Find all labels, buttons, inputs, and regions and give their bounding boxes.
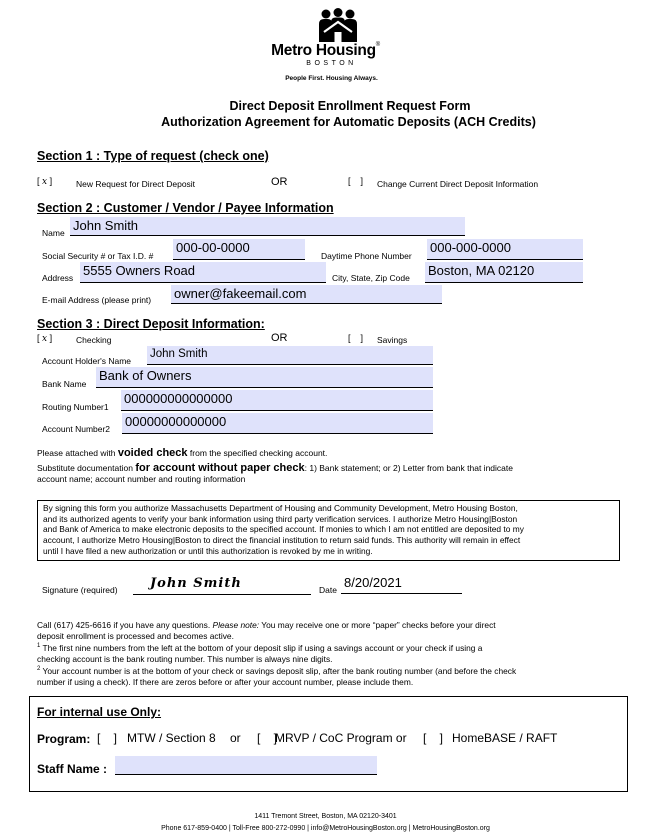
checking-label: Checking	[76, 335, 112, 345]
change-request-label: Change Current Direct Deposit Information	[377, 179, 539, 189]
program-homebase-label: HomeBASE / RAFT	[452, 731, 558, 745]
attach-substitute-docs-cont: account name; account number and routing information	[37, 474, 246, 484]
phone-field[interactable]: 000-000-0000	[427, 239, 583, 260]
section2-title: Section 2 : Customer / Vendor / Payee Information	[37, 201, 334, 215]
city-field[interactable]: Boston, MA 02120	[425, 262, 583, 283]
program-mrvp-label: MRVP / CoC Program or	[275, 731, 407, 745]
new-request-checkbox[interactable]: [ x ]	[37, 176, 53, 187]
org-tagline: People First. Housing Always.	[285, 75, 378, 82]
footer-address: 1411 Tremont Street, Boston, MA 02120-3401	[254, 813, 397, 820]
program-mtw-checkbox[interactable]: [ ]	[97, 731, 118, 745]
staff-name-label: Staff Name :	[37, 762, 108, 776]
account-holder-field[interactable]: John Smith	[147, 346, 433, 365]
savings-label: Savings	[377, 335, 408, 345]
section3-or: OR	[271, 332, 288, 344]
form-title: Direct Deposit Enrollment Request Form	[229, 99, 471, 113]
attach-substitute-docs: Substitute documentation for account without paper check: 1) Bank statement; or 2) Letter from bank that indicate	[37, 462, 513, 474]
footer-contact: Phone 617-859-0400 | Toll-Free 800-272-0990 | info@MetroHousingBoston.org | MetroHousingBoston.org	[161, 825, 490, 832]
ssn-label: Social Security # or Tax I.D. #	[42, 251, 154, 261]
checking-checkmark: x	[42, 334, 48, 344]
savings-checkbox[interactable]: [ ]	[348, 333, 364, 343]
email-field[interactable]: owner@fakeemail.com	[171, 285, 442, 304]
authorization-text: By signing this form you authorize Massachusetts Department of Housing and Community Development, Metro Housing Boston, and its authorized agents to verify your bank information using third party verification services. I authorize Metro Housing|Boston and Bank of America to make electronic deposits to the specified account. If monies to which I am not entitled are deposited to my account, I authorize Metro Housing|Boston to direct the financial institution to return said funds. This authority will remain in effect until I have filed a new authorization or until this authorization is revoked by me in writing.	[43, 503, 524, 556]
account-number-label: Account Number2	[42, 424, 111, 434]
city-label: City, State, Zip Code	[332, 273, 410, 283]
program-homebase-checkbox[interactable]: [ ]	[423, 731, 444, 745]
checking-checkbox[interactable]: [ x ]	[37, 333, 53, 344]
address-field[interactable]: 5555 Owners Road	[80, 262, 326, 283]
metro-housing-logo-icon	[318, 8, 358, 42]
new-request-label: New Request for Direct Deposit	[76, 179, 196, 189]
program-mtw-label: MTW / Section 8	[127, 731, 216, 745]
section3-title: Section 3 : Direct Deposit Information:	[37, 317, 265, 331]
bank-name-field[interactable]: Bank of Owners	[96, 367, 433, 388]
date-field[interactable]: 8/20/2021	[341, 574, 462, 594]
program-or: or	[230, 731, 241, 745]
program-mrvp-checkbox[interactable]: [ ]	[257, 731, 278, 745]
signature-line	[133, 594, 311, 595]
routing-number-field[interactable]: 000000000000000	[121, 390, 433, 411]
ssn-field[interactable]: 000-00-0000	[173, 239, 305, 260]
new-request-checkmark: x	[42, 177, 48, 187]
account-holder-label: Account Holder's Name	[42, 356, 132, 366]
attach-voided-check: Please attached with voided check from the specified checking account.	[37, 447, 328, 459]
account-number-field[interactable]: 00000000000000	[122, 413, 433, 434]
form-subtitle: Authorization Agreement for Automatic Deposits (ACH Credits)	[161, 115, 536, 129]
notes-text: Call (617) 425-6616 if you have any questions. Please note: You may receive one or more “paper” checks before your direct deposit enrollment is processed and becomes active. $^1$ The first nine numbers from the left at the bottom of your deposit slip if using a savings account or your check if using a checking account is the bank routing number. This number is always nine digits. $^2$ Your account number is at the bottom of your check or savings deposit slip, after the bank routing number (and before the check number if using a check). If there are zeros before or after your account number, please include them.	[37, 620, 517, 687]
section1-title: Section 1 : Type of request (check one)	[37, 149, 269, 163]
signature-field[interactable]: John Smith	[150, 576, 242, 591]
date-label: Date	[319, 585, 337, 595]
email-label: E-mail Address (please print)	[42, 295, 152, 305]
bank-name-label: Bank Name	[42, 379, 87, 389]
signature-label: Signature (required)	[42, 585, 118, 595]
program-label: Program:	[37, 732, 91, 746]
address-label: Address	[42, 273, 74, 283]
routing-number-label: Routing Number1	[42, 402, 109, 412]
section1-or: OR	[271, 176, 288, 188]
change-request-checkbox[interactable]: [ ]	[348, 176, 364, 186]
org-name: Metro Housing®	[271, 42, 380, 59]
phone-label: Daytime Phone Number	[321, 251, 412, 261]
internal-use-title: For internal use Only:	[37, 705, 162, 719]
staff-name-field[interactable]	[115, 756, 377, 775]
name-label: Name	[42, 228, 65, 238]
org-city: BOSTON	[306, 60, 357, 67]
name-field[interactable]: John Smith	[70, 217, 465, 236]
